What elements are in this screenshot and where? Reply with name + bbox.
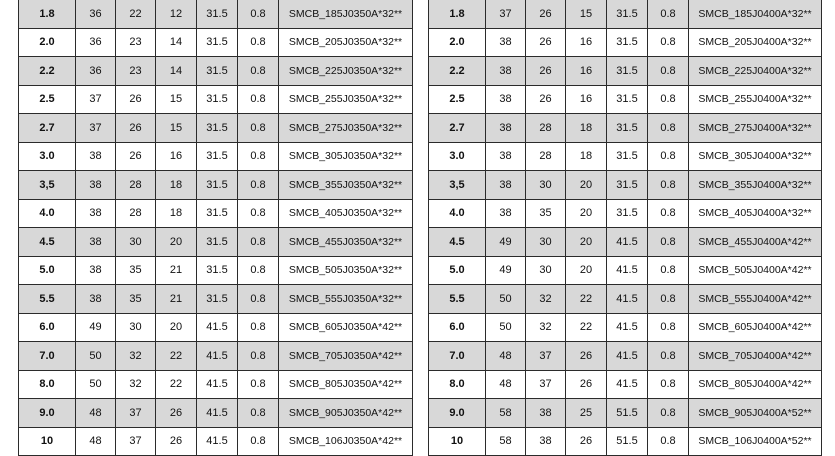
dimension-b-cell: 37 <box>526 342 566 371</box>
thickness-cell: 0.8 <box>238 228 279 257</box>
value-cell: 6.0 <box>19 313 76 342</box>
dimension-a-cell: 36 <box>76 0 116 28</box>
value-cell: 9.0 <box>429 399 486 428</box>
value-cell: 10 <box>429 427 486 456</box>
dimension-a-cell: 38 <box>76 142 116 171</box>
part-number-cell: SMCB_805J0350A*42** <box>279 370 413 399</box>
value-cell: 7.0 <box>19 342 76 371</box>
dimension-d-cell: 31.5 <box>197 199 238 228</box>
thickness-cell: 0.8 <box>238 427 279 456</box>
part-number-cell: SMCB_405J0400A*32** <box>689 199 822 228</box>
dimension-b-cell: 38 <box>526 399 566 428</box>
dimension-a-cell: 50 <box>76 370 116 399</box>
table-row <box>429 342 822 371</box>
dimension-d-cell: 51.5 <box>607 399 648 428</box>
part-number-cell: SMCB_305J0350A*32** <box>279 142 413 171</box>
dimension-d-cell: 31.5 <box>607 142 648 171</box>
thickness-cell: 0.8 <box>648 285 689 314</box>
thickness-cell: 0.8 <box>648 399 689 428</box>
dimension-b-cell: 30 <box>116 228 156 257</box>
spec-table-left <box>18 0 413 456</box>
value-cell: 5.5 <box>429 285 486 314</box>
thickness-cell: 0.8 <box>648 0 689 28</box>
dimension-c-cell: 26 <box>566 427 607 456</box>
value-cell: 2.7 <box>429 114 486 143</box>
dimension-c-cell: 16 <box>156 142 197 171</box>
dimension-c-cell: 14 <box>156 28 197 57</box>
dimension-d-cell: 41.5 <box>197 399 238 428</box>
part-number-cell: SMCB_905J0400A*52** <box>689 399 822 428</box>
dimension-d-cell: 51.5 <box>607 427 648 456</box>
thickness-cell: 0.8 <box>238 57 279 86</box>
value-cell: 3,5 <box>19 171 76 200</box>
table-row <box>19 342 413 371</box>
dimension-a-cell: 37 <box>486 0 526 28</box>
table-row <box>19 285 413 314</box>
dimension-c-cell: 22 <box>566 313 607 342</box>
dimension-d-cell: 41.5 <box>197 427 238 456</box>
dimension-a-cell: 36 <box>76 57 116 86</box>
dimension-b-cell: 35 <box>526 199 566 228</box>
part-number-cell: SMCB_205J0350A*32** <box>279 28 413 57</box>
dimension-c-cell: 12 <box>156 0 197 28</box>
part-number-cell: SMCB_805J0400A*42** <box>689 370 822 399</box>
value-cell: 4.0 <box>429 199 486 228</box>
dimension-b-cell: 32 <box>116 370 156 399</box>
part-number-cell: SMCB_505J0400A*42** <box>689 256 822 285</box>
value-cell: 2.0 <box>429 28 486 57</box>
dimension-a-cell: 37 <box>76 85 116 114</box>
thickness-cell: 0.8 <box>648 427 689 456</box>
value-cell: 2.2 <box>429 57 486 86</box>
dimension-b-cell: 28 <box>116 171 156 200</box>
dimension-c-cell: 26 <box>566 370 607 399</box>
table-row <box>429 28 822 57</box>
table-row <box>429 427 822 456</box>
dimension-a-cell: 38 <box>76 228 116 257</box>
thickness-cell: 0.8 <box>648 57 689 86</box>
dimension-b-cell: 26 <box>526 0 566 28</box>
table-row <box>429 399 822 428</box>
thickness-cell: 0.8 <box>238 0 279 28</box>
dimension-b-cell: 32 <box>526 313 566 342</box>
dimension-a-cell: 38 <box>486 114 526 143</box>
dimension-b-cell: 22 <box>116 0 156 28</box>
spec-table-right <box>428 0 822 456</box>
table-row <box>19 228 413 257</box>
thickness-cell: 0.8 <box>648 114 689 143</box>
value-cell: 10 <box>19 427 76 456</box>
dimension-a-cell: 38 <box>486 142 526 171</box>
dimension-b-cell: 37 <box>116 399 156 428</box>
part-number-cell: SMCB_305J0400A*32** <box>689 142 822 171</box>
part-number-cell: SMCB_905J0350A*42** <box>279 399 413 428</box>
dimension-d-cell: 31.5 <box>607 199 648 228</box>
dimension-c-cell: 25 <box>566 399 607 428</box>
dimension-d-cell: 31.5 <box>607 57 648 86</box>
dimension-b-cell: 30 <box>526 171 566 200</box>
part-number-cell: SMCB_225J0400A*32** <box>689 57 822 86</box>
dimension-d-cell: 31.5 <box>197 85 238 114</box>
dimension-d-cell: 41.5 <box>197 342 238 371</box>
value-cell: 3,5 <box>429 171 486 200</box>
value-cell: 7.0 <box>429 342 486 371</box>
dimension-c-cell: 18 <box>566 114 607 143</box>
dimension-d-cell: 41.5 <box>607 285 648 314</box>
dimension-b-cell: 23 <box>116 57 156 86</box>
dimension-d-cell: 41.5 <box>197 370 238 399</box>
part-number-cell: SMCB_185J0350A*32** <box>279 0 413 28</box>
dimension-a-cell: 38 <box>486 199 526 228</box>
dimension-b-cell: 28 <box>116 199 156 228</box>
dimension-d-cell: 31.5 <box>197 142 238 171</box>
dimension-b-cell: 32 <box>526 285 566 314</box>
dimension-b-cell: 26 <box>526 57 566 86</box>
dimension-b-cell: 30 <box>116 313 156 342</box>
dimension-d-cell: 31.5 <box>197 28 238 57</box>
thickness-cell: 0.8 <box>648 256 689 285</box>
part-number-cell: SMCB_255J0350A*32** <box>279 85 413 114</box>
dimension-b-cell: 26 <box>526 28 566 57</box>
dimension-a-cell: 49 <box>486 228 526 257</box>
dimension-a-cell: 36 <box>76 28 116 57</box>
thickness-cell: 0.8 <box>648 142 689 171</box>
table-row <box>429 370 822 399</box>
part-number-cell: SMCB_555J0400A*42** <box>689 285 822 314</box>
dimension-b-cell: 26 <box>116 142 156 171</box>
thickness-cell: 0.8 <box>648 370 689 399</box>
dimension-a-cell: 50 <box>76 342 116 371</box>
table-row <box>19 85 413 114</box>
part-number-cell: SMCB_225J0350A*32** <box>279 57 413 86</box>
dimension-c-cell: 15 <box>566 0 607 28</box>
part-number-cell: SMCB_275J0400A*32** <box>689 114 822 143</box>
table-row <box>19 114 413 143</box>
dimension-d-cell: 31.5 <box>197 171 238 200</box>
thickness-cell: 0.8 <box>648 342 689 371</box>
dimension-a-cell: 48 <box>76 399 116 428</box>
part-number-cell: SMCB_455J0400A*42** <box>689 228 822 257</box>
value-cell: 4.0 <box>19 199 76 228</box>
table-row <box>19 142 413 171</box>
dimension-a-cell: 50 <box>486 285 526 314</box>
dimension-d-cell: 31.5 <box>197 285 238 314</box>
value-cell: 4.5 <box>19 228 76 257</box>
part-number-cell: SMCB_705J0400A*42** <box>689 342 822 371</box>
table-row <box>19 427 413 456</box>
table-row <box>429 285 822 314</box>
dimension-d-cell: 31.5 <box>607 85 648 114</box>
table-row <box>429 85 822 114</box>
dimension-c-cell: 22 <box>156 370 197 399</box>
table-row <box>19 199 413 228</box>
dimension-c-cell: 26 <box>156 399 197 428</box>
thickness-cell: 0.8 <box>238 313 279 342</box>
thickness-cell: 0.8 <box>238 114 279 143</box>
dimension-c-cell: 18 <box>156 171 197 200</box>
dimension-c-cell: 16 <box>566 85 607 114</box>
table-row <box>429 171 822 200</box>
dimension-c-cell: 18 <box>156 199 197 228</box>
dimension-a-cell: 38 <box>76 285 116 314</box>
part-number-cell: SMCB_405J0350A*32** <box>279 199 413 228</box>
dimension-d-cell: 31.5 <box>197 114 238 143</box>
part-number-cell: SMCB_185J0400A*32** <box>689 0 822 28</box>
dimension-a-cell: 48 <box>486 370 526 399</box>
dimension-b-cell: 28 <box>526 142 566 171</box>
dimension-d-cell: 31.5 <box>197 57 238 86</box>
dimension-c-cell: 26 <box>156 427 197 456</box>
dimension-d-cell: 31.5 <box>197 256 238 285</box>
thickness-cell: 0.8 <box>238 142 279 171</box>
dimension-b-cell: 35 <box>116 256 156 285</box>
part-number-cell: SMCB_705J0350A*42** <box>279 342 413 371</box>
thickness-cell: 0.8 <box>648 228 689 257</box>
dimension-c-cell: 20 <box>156 228 197 257</box>
thickness-cell: 0.8 <box>238 199 279 228</box>
dimension-d-cell: 41.5 <box>197 313 238 342</box>
dimension-b-cell: 30 <box>526 228 566 257</box>
table-row <box>19 256 413 285</box>
dimension-c-cell: 20 <box>566 228 607 257</box>
dimension-a-cell: 38 <box>76 171 116 200</box>
thickness-cell: 0.8 <box>238 399 279 428</box>
table-row <box>19 28 413 57</box>
dimension-a-cell: 49 <box>486 256 526 285</box>
dimension-d-cell: 31.5 <box>607 0 648 28</box>
thickness-cell: 0.8 <box>648 199 689 228</box>
table-row <box>19 313 413 342</box>
dimension-b-cell: 37 <box>526 370 566 399</box>
dimension-b-cell: 30 <box>526 256 566 285</box>
thickness-cell: 0.8 <box>238 370 279 399</box>
dimension-a-cell: 38 <box>486 85 526 114</box>
dimension-d-cell: 41.5 <box>607 370 648 399</box>
part-number-cell: SMCB_355J0350A*32** <box>279 171 413 200</box>
value-cell: 2.0 <box>19 28 76 57</box>
table-row <box>429 313 822 342</box>
table-row <box>429 142 822 171</box>
dimension-b-cell: 38 <box>526 427 566 456</box>
value-cell: 1.8 <box>429 0 486 28</box>
dimension-c-cell: 22 <box>156 342 197 371</box>
value-cell: 8.0 <box>19 370 76 399</box>
value-cell: 4.5 <box>429 228 486 257</box>
dimension-b-cell: 35 <box>116 285 156 314</box>
part-number-cell: SMCB_106J0400A*52** <box>689 427 822 456</box>
value-cell: 5.0 <box>19 256 76 285</box>
dimension-b-cell: 37 <box>116 427 156 456</box>
table-row <box>19 0 413 28</box>
dimension-c-cell: 20 <box>566 171 607 200</box>
thickness-cell: 0.8 <box>238 256 279 285</box>
value-cell: 5.0 <box>429 256 486 285</box>
table-row <box>429 0 822 28</box>
dimension-b-cell: 26 <box>116 85 156 114</box>
dimension-d-cell: 41.5 <box>607 342 648 371</box>
value-cell: 6.0 <box>429 313 486 342</box>
thickness-cell: 0.8 <box>648 28 689 57</box>
table-row <box>429 256 822 285</box>
dimension-a-cell: 38 <box>76 256 116 285</box>
dimension-a-cell: 37 <box>76 114 116 143</box>
table-row <box>429 114 822 143</box>
dimension-a-cell: 38 <box>486 57 526 86</box>
dimension-c-cell: 26 <box>566 342 607 371</box>
table-body <box>429 0 822 456</box>
table-row <box>19 370 413 399</box>
thickness-cell: 0.8 <box>648 171 689 200</box>
dimension-a-cell: 38 <box>486 28 526 57</box>
dimension-c-cell: 18 <box>566 142 607 171</box>
dimension-a-cell: 58 <box>486 399 526 428</box>
dimension-a-cell: 58 <box>486 427 526 456</box>
thickness-cell: 0.8 <box>238 342 279 371</box>
table-row <box>429 228 822 257</box>
dimension-a-cell: 49 <box>76 313 116 342</box>
dimension-a-cell: 48 <box>486 342 526 371</box>
table-row <box>19 57 413 86</box>
dimension-a-cell: 38 <box>486 171 526 200</box>
value-cell: 9.0 <box>19 399 76 428</box>
dimension-b-cell: 26 <box>116 114 156 143</box>
dimension-d-cell: 31.5 <box>197 0 238 28</box>
dimension-b-cell: 26 <box>526 85 566 114</box>
dimension-b-cell: 23 <box>116 28 156 57</box>
dimension-c-cell: 20 <box>156 313 197 342</box>
dimension-c-cell: 16 <box>566 28 607 57</box>
table-row <box>429 57 822 86</box>
dimension-d-cell: 31.5 <box>607 114 648 143</box>
dimension-c-cell: 15 <box>156 114 197 143</box>
part-number-cell: SMCB_505J0350A*32** <box>279 256 413 285</box>
dimension-a-cell: 48 <box>76 427 116 456</box>
part-number-cell: SMCB_255J0400A*32** <box>689 85 822 114</box>
table-body <box>19 0 413 456</box>
thickness-cell: 0.8 <box>238 85 279 114</box>
part-number-cell: SMCB_605J0350A*42** <box>279 313 413 342</box>
value-cell: 2.7 <box>19 114 76 143</box>
value-cell: 1.8 <box>19 0 76 28</box>
dimension-c-cell: 15 <box>156 85 197 114</box>
part-number-cell: SMCB_275J0350A*32** <box>279 114 413 143</box>
dimension-d-cell: 31.5 <box>607 28 648 57</box>
part-number-cell: SMCB_555J0350A*32** <box>279 285 413 314</box>
dimension-c-cell: 21 <box>156 285 197 314</box>
dimension-a-cell: 50 <box>486 313 526 342</box>
value-cell: 3.0 <box>19 142 76 171</box>
value-cell: 5.5 <box>19 285 76 314</box>
part-number-cell: SMCB_205J0400A*32** <box>689 28 822 57</box>
thickness-cell: 0.8 <box>238 28 279 57</box>
dimension-d-cell: 41.5 <box>607 313 648 342</box>
value-cell: 8.0 <box>429 370 486 399</box>
dimension-c-cell: 16 <box>566 57 607 86</box>
dimension-c-cell: 14 <box>156 57 197 86</box>
value-cell: 2.5 <box>19 85 76 114</box>
dimension-c-cell: 20 <box>566 256 607 285</box>
thickness-cell: 0.8 <box>648 313 689 342</box>
dimension-d-cell: 41.5 <box>607 228 648 257</box>
part-number-cell: SMCB_605J0400A*42** <box>689 313 822 342</box>
part-number-cell: SMCB_106J0350A*42** <box>279 427 413 456</box>
dimension-d-cell: 31.5 <box>197 228 238 257</box>
value-cell: 2.5 <box>429 85 486 114</box>
table-row <box>429 199 822 228</box>
thickness-cell: 0.8 <box>238 171 279 200</box>
value-cell: 3.0 <box>429 142 486 171</box>
part-number-cell: SMCB_355J0400A*32** <box>689 171 822 200</box>
dimension-d-cell: 41.5 <box>607 256 648 285</box>
dimension-a-cell: 38 <box>76 199 116 228</box>
table-row <box>19 399 413 428</box>
dimension-b-cell: 32 <box>116 342 156 371</box>
value-cell: 2.2 <box>19 57 76 86</box>
dimension-c-cell: 21 <box>156 256 197 285</box>
dimension-c-cell: 20 <box>566 199 607 228</box>
dimension-c-cell: 22 <box>566 285 607 314</box>
dimension-b-cell: 28 <box>526 114 566 143</box>
thickness-cell: 0.8 <box>648 85 689 114</box>
table-row <box>19 171 413 200</box>
dimension-d-cell: 31.5 <box>607 171 648 200</box>
part-number-cell: SMCB_455J0350A*32** <box>279 228 413 257</box>
thickness-cell: 0.8 <box>238 285 279 314</box>
